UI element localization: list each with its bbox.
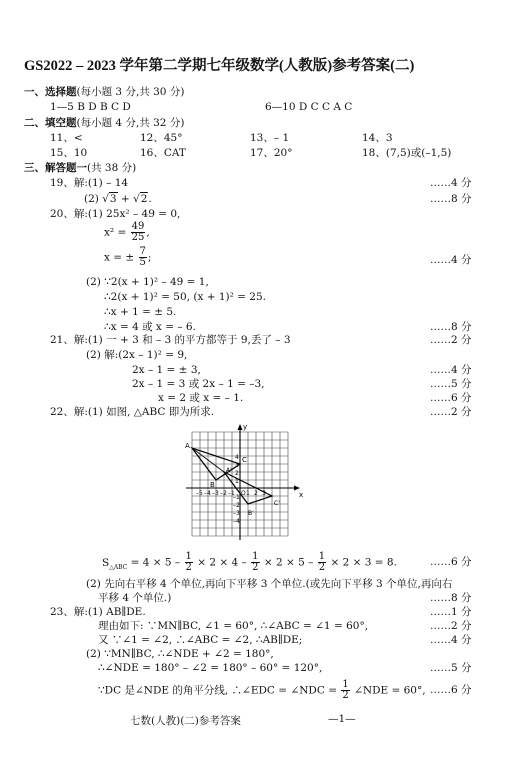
q20-lhs: x² = [104,226,127,239]
vertex-c1-label: C' [274,500,280,507]
q21-line-4: 2x – 1 = 3 或 2x – 1 = –3, [132,378,265,390]
q19-part-label: (2) [84,193,99,205]
x-tick-label: –2 [220,490,227,497]
section-fill-note: (每小题 4 分,共 32 分) [76,117,185,129]
vertex-a1-label: A' [226,467,232,474]
area-subscript: △ABC [109,563,128,571]
area-symbol [102,557,127,569]
q21-line-3: 2x – 1 = ± 3, [132,364,201,376]
area-frac-1-num: 1 [185,551,192,562]
area-frac-2-num: 1 [252,551,259,562]
area-term-2: × 2 × 4 – [197,556,247,569]
q23-line-6 [98,680,426,701]
q21-score-4: ……6 分 [430,392,472,404]
q23-score-1: ……1 分 [430,606,472,618]
q23-line-6-end: ∠NDE = 60°, [354,684,426,697]
area-frac-2-den: 2 [252,562,259,573]
section-fill-title: 二、填空题 [24,117,77,129]
area-frac-2 [251,552,259,573]
fill-answer-13: 13、– 1 [250,132,290,144]
fill-answer-15: 15、10 [50,147,88,159]
y-tick-label: –3 [233,510,240,517]
vertex-b-label: B [210,481,215,489]
choice-answers-1-5: 1—5 B D B C D [50,101,131,113]
q20-line-3 [104,247,151,268]
y-axis-arrow [238,424,243,430]
x-tick-label: –5 [196,490,203,497]
q22-line-1: 22、解:(1) 如图, △ABC 即为所求. [50,406,215,418]
q23-score-3: ……4 分 [430,634,472,646]
y-tick-label: 2 [235,470,239,477]
q19-period: . [148,193,152,205]
fill-answer-14: 14、3 [362,132,393,144]
y-tick-label: 4 [235,454,239,461]
vertex-b1-label: B' [248,510,254,517]
q20-line-1: 20、解:(1) 25x² – 49 = 0, [50,208,181,220]
q20-fraction-7-5 [139,247,147,268]
q23-frac-den: 2 [342,690,349,701]
area-frac-3 [318,552,326,573]
q21-line-5: x = 2 或 x = – 1. [158,392,244,404]
section-choice-note: (每小题 3 分,共 30 分) [76,86,185,98]
q22-score-3: ……8 分 [430,592,472,604]
q19-score-2: ……8 分 [430,193,472,205]
q20-comma: , [146,226,150,239]
area-frac-3-num: 1 [318,551,326,562]
q23-score-5: ……6 分 [430,684,472,696]
coordinate-grid-figure [182,420,306,542]
q22-line-4: 平移 4 个单位.) [98,592,172,604]
footer-label: 七数(人教)(二)参考答案 [130,715,241,727]
area-frac-1-den: 2 [185,562,192,573]
q20-line-7: ∴x = 4 或 x = – 6. [104,321,196,333]
q23-line-6-start: ∵DC 是∠NDE 的角平分线, ∴∠EDC = ∠NDC = [98,684,338,697]
page-title: GS2022 – 2023 学年第二学期七年级数学(人教版)参考答案(二) [24,58,415,74]
q20-frac2-num: 7 [139,246,146,257]
x-tick-label: –1 [228,490,235,497]
area-s: S [102,556,110,569]
section-solve-title: 三、解答题一 [24,162,87,174]
q19-line-2: (2) √3 + √2. [84,193,152,205]
q19-line-1: 19、解:(1) – 14 [50,177,129,189]
q23-line-3: 又 ∵∠1 = ∠2, ∴∠ABC = ∠2, ∴AB∥DE; [98,634,303,646]
x-tick-label: 3 [262,490,266,497]
section-fill-heading [24,117,184,129]
area-term-1: = 4 × 5 – [127,556,181,569]
y-axis-label: y [243,423,248,431]
choice-answers-6-10: 6—10 D C C A C [265,101,353,113]
fill-answer-17: 17、20° [250,147,293,159]
fill-answer-18: 18、(7,5)或(–1,5) [362,147,452,159]
q20-fraction-49-25 [131,222,146,243]
q19-root-2: 2 [140,193,148,205]
x-tick-labels [196,490,266,497]
q20-x-lhs: x = ± [104,251,135,264]
q23-line-5: ∴∠NDE = 180° – ∠2 = 180° – 60° = 120°, [98,662,323,674]
q22-line-3: (2) 先向右平移 4 个单位,再向下平移 3 个单位.(或先向下平移 3 个单位,再向右 [86,578,453,590]
q20-line-6: ∴x + 1 = ± 5. [104,306,177,318]
q20-score-2: ……8 分 [430,321,472,333]
y-tick-label: 1 [235,478,239,485]
q20-line-2 [104,222,150,243]
q23-line-4: (2) ∵MN∥BC, ∴∠NDE + ∠2 = 180°, [86,648,274,660]
q20-line-5: ∴2(x + 1)² = 50, (x + 1)² = 25. [104,291,266,303]
section-choice-heading [24,86,184,98]
q20-line-4: (2) ∵2(x + 1)² – 49 = 1, [86,276,209,288]
q23-frac-half [341,680,349,701]
q20-semicolon: ; [147,251,152,264]
q23-frac-num: 1 [342,679,349,690]
x-axis-label: x [299,491,304,499]
vertex-a-label: A [185,442,190,450]
area-term-4: × 2 × 3 = 8. [330,556,397,569]
q20-frac2-den: 5 [139,257,146,268]
q21-line-1: 21、解:(1) 一 + 3 和 – 3 的平方都等于 9,丢了 – 3 [50,334,291,346]
area-term-3: × 2 × 5 – [263,556,314,569]
fill-answer-16: 16、CAT [140,147,186,159]
x-tick-label: –3 [212,490,219,497]
page-number: —1— [328,713,356,725]
y-tick-label: –1 [233,494,240,501]
x-axis-arrow [294,486,300,491]
y-tick-label: –4 [233,518,240,525]
section-choice-title: 一、选择题 [24,86,77,98]
section-solve-heading [24,162,136,174]
fill-answer-12: 12、45° [140,132,183,144]
q23-line-1: 23、解:(1) AB∥DE. [50,606,146,618]
q22-area-formula [102,552,397,574]
q19-score-1: ……4 分 [430,177,472,189]
area-frac-1 [185,552,193,573]
q20-score-1: ……4 分 [430,254,472,266]
q21-line-2: (2) 解:(2x – 1)² = 9, [86,349,188,361]
x-tick-label: 1 [246,490,250,497]
vertex-c-label: C [242,456,247,464]
q19-root-1: 3 [109,193,117,205]
y-tick-label: 3 [235,462,239,469]
q20-frac-den: 25 [131,232,145,243]
q23-score-2: ……2 分 [430,620,472,632]
q20-frac-num: 49 [131,221,145,232]
origin-label: O [241,490,246,497]
x-tick-label: –4 [204,490,211,497]
q22-score-2: ……6 分 [430,556,472,568]
x-tick-label: 2 [254,490,258,497]
section-solve-note: (共 38 分) [87,162,137,174]
area-frac-3-den: 2 [318,562,326,573]
q23-score-4: ……5 分 [430,662,472,674]
y-tick-label: –2 [233,502,240,509]
q21-score-3: ……5 分 [430,378,472,390]
q22-score-1: ……2 分 [430,406,472,418]
fill-answer-11: 11、< [50,132,83,144]
q21-score-2: ……4 分 [430,364,472,376]
q23-line-2: 理由如下: ∵MN∥BC, ∠1 = 60°, ∴∠ABC = ∠1 = 60°, [98,620,369,632]
q21-score-1: ……2 分 [430,334,472,346]
